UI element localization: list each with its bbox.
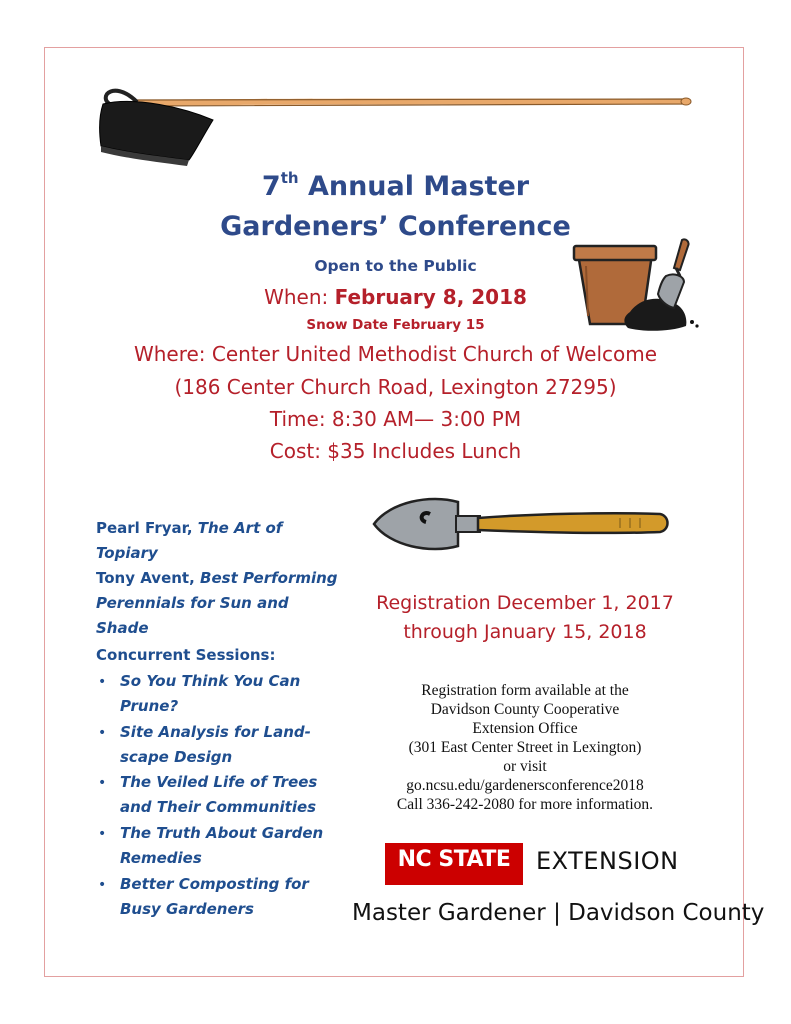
info-line: Registration form available at the [421, 682, 629, 699]
info-line: Davidson County Cooperative [430, 701, 620, 718]
event-time: Time: 8:30 AM— 3:00 PM [269, 407, 522, 431]
shovel-icon [370, 488, 675, 560]
speaker-tony-avent-topic-end: Shade [96, 619, 149, 637]
conference-title-line1: 7th Annual Master [261, 169, 530, 202]
speaker-pearl-fryar-topic: Topiary [96, 544, 158, 562]
session-item: The Veiled Life of Trees [120, 773, 318, 791]
session-item: and Their Communities [120, 798, 317, 816]
trowel-icon [650, 236, 700, 316]
speaker-tony-avent: Tony Avent, Best Performing [96, 569, 338, 587]
session-item: Site Analysis for Land- [120, 723, 311, 741]
event-address: (186 Center Church Road, Lexington 27295) [174, 375, 617, 399]
info-website[interactable]: go.ncsu.edu/gardenersconference2018 [406, 777, 644, 794]
snow-date: Snow Date February 15 [306, 317, 485, 333]
session-item: Busy Gardeners [120, 900, 254, 918]
info-line: or visit [503, 758, 547, 775]
registration-dates-line1: Registration December 1, 2017 [376, 592, 674, 614]
hoe-icon [95, 82, 700, 172]
registration-dates-line2: through January 15, 2018 [403, 621, 647, 643]
info-phone: Call 336-242-2080 for more information. [396, 796, 654, 813]
extension-logo-text: EXTENSION [536, 847, 679, 875]
event-location: Where: Center United Methodist Church of Welcome [133, 342, 658, 366]
info-line: Extension Office [472, 720, 578, 737]
session-item: scape Design [120, 748, 233, 766]
speaker-tony-avent-topic: Perennials for Sun and [96, 594, 289, 612]
session-item: So You Think You Can [120, 672, 301, 690]
nc-state-logo-text: NC STATE [397, 847, 511, 872]
bullet-icon: • [98, 877, 107, 893]
speaker-pearl-fryar: Pearl Fryar, The Art of [96, 519, 283, 537]
open-to-public: Open to the Public [314, 257, 477, 275]
conference-title-line2: Gardeners’ Conference [220, 211, 571, 242]
event-date: When: February 8, 2018 [264, 285, 527, 309]
bullet-icon: • [98, 674, 107, 690]
event-cost: Cost: $35 Includes Lunch [269, 439, 522, 463]
bullet-icon: • [98, 826, 107, 842]
bullet-icon: • [98, 725, 107, 741]
session-item: The Truth About Garden [120, 824, 324, 842]
info-line: (301 East Center Street in Lexington) [408, 739, 642, 756]
bullet-icon: • [98, 775, 107, 791]
session-item: Better Composting for [120, 875, 309, 893]
session-item: Prune? [120, 697, 179, 715]
concurrent-sessions-label: Concurrent Sessions: [96, 646, 276, 664]
logo-tagline: Master Gardener | Davidson County [352, 900, 765, 926]
session-item: Remedies [120, 849, 202, 867]
